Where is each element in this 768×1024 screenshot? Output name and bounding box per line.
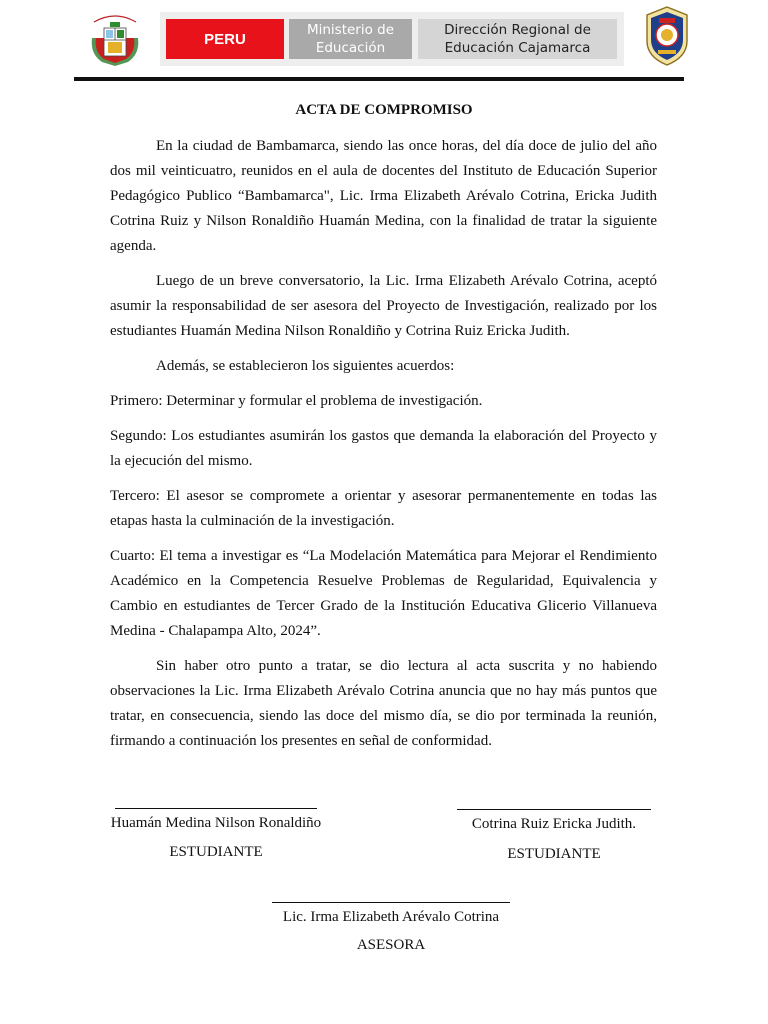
- accord-fourth: Cuarto: El tema a investigar es “La Modelación Matemática para Mejorar el Rendimiento Académico en la Competencia Resuelve Problemas de Regularidad, Equivalencia y Cambio en estudiantes de Tercer Grado de la Institución Educativa Glicerio Villanueva Medina - Chalapampa Alto, 2024”.: [110, 548, 657, 639]
- dre-label: [418, 19, 617, 59]
- signatory-name: Cotrina Ruiz Ericka Judith.: [471, 816, 637, 832]
- signatory-role: ESTUDIANTE: [507, 846, 601, 862]
- signatory-name: Huamán Medina Nilson Ronaldiño: [110, 815, 322, 831]
- ministerio-line1: Ministerio de: [306, 22, 395, 38]
- document-title: ACTA DE COMPROMISO: [295, 102, 473, 118]
- dre-line1: Dirección Regional de: [444, 22, 591, 38]
- signature-advisor: [262, 902, 520, 955]
- paragraph-intro: En la ciudad de Bambamarca, siendo las once horas, del día doce de julio del año dos mil veinticuatro, reunidos en el aula de docentes del Instituto de Educación Superior Pedagógico Publico “Bambamarca", Lic. Irma Elizabeth Arévalo Cotrina, Ericka Judith Cotrina Ruiz y Nilson Ronaldiño Huamán Medina, con la finalidad de tratar la siguiente agenda.: [110, 138, 657, 254]
- signature-line: [115, 808, 317, 809]
- peru-coat-of-arms-icon: [88, 8, 142, 70]
- letterhead: [0, 0, 768, 84]
- signature-student2: [454, 809, 654, 864]
- paragraph-accords-intro: Además, se establecieron los siguientes acuerdos:: [156, 358, 455, 374]
- document-body: [110, 134, 657, 764]
- accord-first: Primero: Determinar y formular el problema de investigación.: [110, 393, 483, 409]
- paragraph-closing: Sin haber otro punto a tratar, se dio lectura al acta suscrita y no habiendo observaciones la Lic. Irma Elizabeth Arévalo Cotrina anuncia que no hay más puntos que tratar, en consecuencia, siendo las doce del mismo día, se dio por terminada la reunión, firmando a continuación los presentes en señal de conformidad.: [110, 658, 657, 749]
- accord-second: Segundo: Los estudiantes asumirán los gastos que demanda la elaboración del Proyecto y la ejecución del mismo.: [110, 428, 657, 469]
- ministerio-line2: Educación: [315, 40, 386, 56]
- header-divider: [74, 77, 684, 81]
- accord-third: Tercero: El asesor se compromete a orientar y asesorar permanentemente en todas las etapas hasta la culminación de la investigación.: [110, 488, 657, 529]
- ministerio-label: [289, 19, 412, 59]
- signatory-role: ESTUDIANTE: [169, 844, 263, 860]
- institute-crest-icon: [641, 5, 693, 67]
- dre-line2: Educación Cajamarca: [444, 40, 591, 56]
- signatory-role: ASESORA: [356, 937, 426, 953]
- signature-student1: [104, 808, 328, 862]
- signatory-name: Lic. Irma Elizabeth Arévalo Cotrina: [282, 909, 500, 925]
- signature-line: [457, 809, 651, 810]
- peru-label: PERU: [166, 19, 284, 59]
- paragraph-agreement: Luego de un breve conversatorio, la Lic. Irma Elizabeth Arévalo Cotrina, aceptó asumir la responsabilidad de ser asesora del Proyecto de Investigación, realizado por los estudiantes Huamán Medina Nilson Ronaldiño y Cotrina Ruiz Ericka Judith.: [110, 273, 657, 339]
- signature-line: [272, 902, 510, 903]
